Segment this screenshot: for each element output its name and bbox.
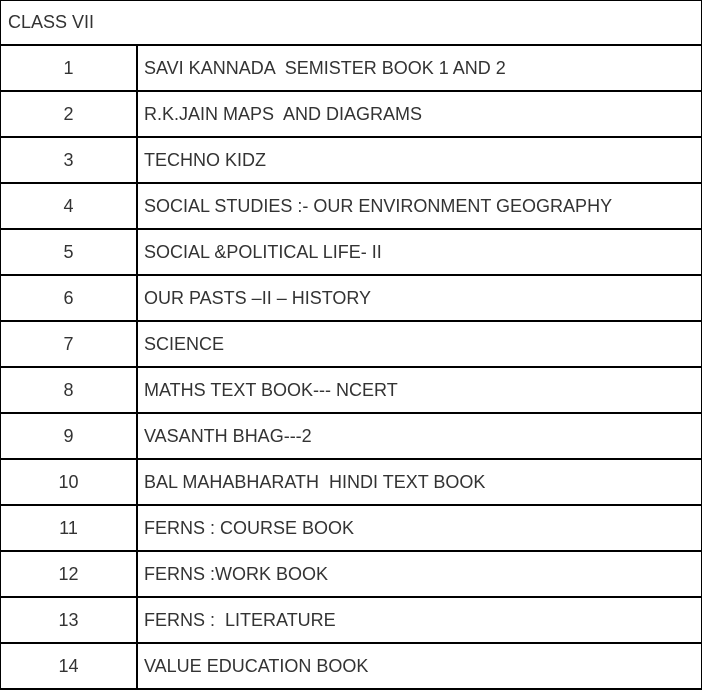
book-title: MATHS TEXT BOOK--- NCERT <box>138 368 702 414</box>
row-number: 2 <box>0 92 138 138</box>
row-number: 1 <box>0 46 138 92</box>
row-number: 3 <box>0 138 138 184</box>
book-title: OUR PASTS –II – HISTORY <box>138 276 702 322</box>
book-title: SOCIAL STUDIES :- OUR ENVIRONMENT GEOGRAPHY <box>138 184 702 230</box>
book-title: SCIENCE <box>138 322 702 368</box>
book-title: FERNS : LITERATURE <box>138 598 702 644</box>
row-number: 9 <box>0 414 138 460</box>
table-row <box>0 414 702 460</box>
book-title: VASANTH BHAG---2 <box>138 414 702 460</box>
book-title: VALUE EDUCATION BOOK <box>138 644 702 690</box>
row-number: 6 <box>0 276 138 322</box>
book-title: SAVI KANNADA SEMISTER BOOK 1 AND 2 <box>138 46 702 92</box>
table-header <box>0 0 702 46</box>
row-number: 13 <box>0 598 138 644</box>
table-row <box>0 598 702 644</box>
table-row <box>0 506 702 552</box>
row-number: 4 <box>0 184 138 230</box>
table-row <box>0 184 702 230</box>
table-row <box>0 460 702 506</box>
table-row <box>0 138 702 184</box>
book-title: TECHNO KIDZ <box>138 138 702 184</box>
table-row <box>0 644 702 690</box>
book-title: FERNS :WORK BOOK <box>138 552 702 598</box>
table-row <box>0 92 702 138</box>
row-number: 7 <box>0 322 138 368</box>
table-row <box>0 46 702 92</box>
row-number: 8 <box>0 368 138 414</box>
table-row <box>0 276 702 322</box>
table-row <box>0 552 702 598</box>
book-title: R.K.JAIN MAPS AND DIAGRAMS <box>138 92 702 138</box>
row-number: 12 <box>0 552 138 598</box>
row-number: 5 <box>0 230 138 276</box>
book-title: SOCIAL &POLITICAL LIFE- II <box>138 230 702 276</box>
class-title: CLASS VII <box>8 12 95 32</box>
table-row <box>0 230 702 276</box>
row-number: 14 <box>0 644 138 690</box>
row-number: 10 <box>0 460 138 506</box>
book-title: FERNS : COURSE BOOK <box>138 506 702 552</box>
row-number: 11 <box>0 506 138 552</box>
book-title: BAL MAHABHARATH HINDI TEXT BOOK <box>138 460 702 506</box>
table-row <box>0 368 702 414</box>
table-row <box>0 322 702 368</box>
